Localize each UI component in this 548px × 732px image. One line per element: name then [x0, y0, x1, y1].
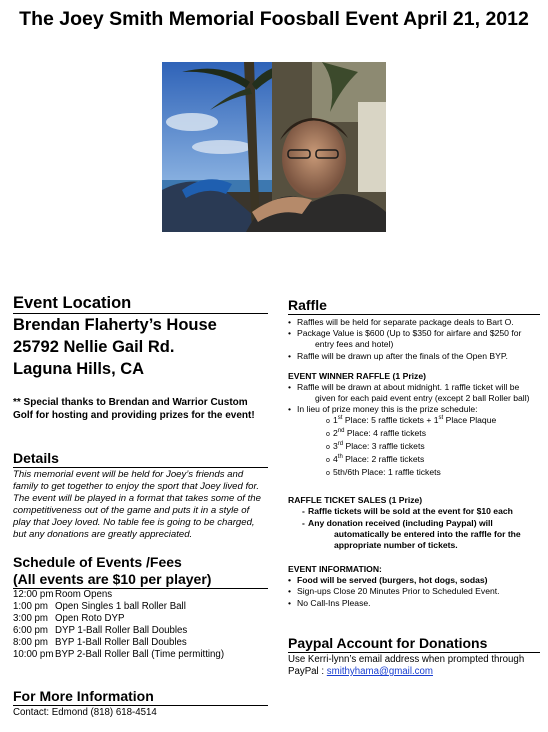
winner-raffle-bullet: • In lieu of prize money this is the prize schedule:: [288, 404, 540, 415]
prize-item: o 2nd Place: 4 raffle tickets: [288, 428, 540, 441]
more-info-heading: For More Information: [13, 688, 268, 706]
ticket-sales-line-cont: automatically be entered into the raffle for the: [334, 528, 521, 539]
details-text: This memorial event will be held for Joey’s friends and family to get together to enjoy the sport that Joey lived for. The event will be played in a format that takes some of the competitiveness out of the game and puts it in a style of play that Joey loved. No table fee is going to be charged, but any donations are greatly appreciated.: [13, 469, 261, 540]
circle-bullet-icon: o: [326, 431, 330, 439]
ticket-sales-line: - Raffle tickets will be sold at the event for $10 each: [302, 506, 513, 517]
memorial-photo: [162, 62, 386, 232]
schedule-time: 1:00 pm: [13, 601, 49, 613]
event-info-bullet: • No Call-Ins Please.: [288, 598, 540, 609]
paypal-label: PayPal :: [288, 665, 327, 677]
address-line: Brendan Flaherty’s House: [13, 316, 217, 334]
prize-schedule: [288, 415, 540, 479]
paypal-email-line: [288, 666, 540, 678]
left-column: [13, 294, 268, 719]
ticket-sales-heading: RAFFLE TICKET SALES (1 Prize): [288, 495, 423, 506]
address-line: Laguna Hills, CA: [13, 360, 145, 378]
schedule-event: BYP 2-Ball Roller Ball (Time permitting): [55, 649, 225, 661]
winner-raffle-bullet: [288, 382, 540, 404]
schedule-row: [13, 601, 268, 613]
prize-item: o 3rd Place: 3 raffle tickets: [288, 441, 540, 454]
paypal-heading: Paypal Account for Donations: [288, 635, 540, 653]
schedule-time: 8:00 pm: [13, 637, 49, 649]
event-info-list: [288, 575, 540, 609]
schedule-event: Open Singles 1 ball Roller Ball: [55, 601, 186, 613]
winner-raffle-list: [288, 382, 540, 416]
raffle-bullet-text-cont: entry fees and hotel): [315, 339, 394, 350]
dash-bullet-icon: -: [302, 517, 305, 528]
schedule-fee-note: (All events are $10 per player): [13, 571, 268, 589]
details-heading: Details: [13, 450, 268, 468]
schedule-heading: Schedule of Events /Fees: [13, 554, 182, 570]
schedule-event: Open Roto DYP: [55, 613, 125, 625]
special-thanks: ** Special thanks to Brendan and Warrior Custom Golf for hosting and providing prizes for the event!: [13, 397, 255, 421]
raffle-bullet: • Raffle will be drawn up after the finals of the Open BYP.: [288, 351, 540, 362]
event-info-bullet: • Food will be served (burgers, hot dogs, sodas): [288, 575, 540, 586]
schedule-list: [13, 589, 268, 662]
ticket-sales-line-cont: appropriate number of tickets.: [334, 540, 458, 551]
raffle-bullet-text: Package Value is $600 (Up to $350 for airfare and $250 for: [297, 328, 522, 339]
schedule-row: [13, 589, 268, 601]
prize-item: o 1st Place: 5 raffle tickets + 1st Place Plaque: [288, 415, 540, 428]
raffle-list: [288, 317, 540, 362]
circle-bullet-icon: o: [326, 469, 330, 477]
winner-raffle-bullet-text: Raffle will be drawn at about midnight. 1 raffle ticket will be: [297, 381, 520, 392]
schedule-time: 12:00 pm: [13, 589, 54, 600]
paypal-instruction: Use Kerri-lynn’s email address when prompted through: [288, 653, 525, 665]
prize-item: o 4th Place: 2 raffle tickets: [288, 454, 540, 467]
schedule-time: 3:00 pm: [13, 613, 49, 625]
raffle-bullet: [288, 328, 540, 350]
right-column: [288, 297, 540, 678]
address-line: 25792 Nellie Gail Rd.: [13, 338, 175, 356]
schedule-row: [13, 649, 268, 661]
schedule-event: BYP 1-Ball Roller Ball Doubles: [55, 637, 187, 649]
prize-item: o 5th/6th Place: 1 raffle tickets: [288, 467, 540, 480]
event-info-heading: EVENT INFORMATION:: [288, 564, 382, 575]
circle-bullet-icon: o: [326, 456, 330, 464]
schedule-event: DYP 1-Ball Roller Ball Doubles: [55, 625, 188, 637]
contact-line: Contact: Edmond (818) 618-4514: [13, 706, 157, 718]
schedule-event: Room Opens: [55, 589, 113, 600]
ticket-sales-line: - Any donation received (including Paypal) will: [302, 517, 493, 528]
paypal-email-link[interactable]: smithyhama@gmail.com: [326, 665, 433, 677]
raffle-heading: Raffle: [288, 297, 540, 315]
event-location-heading: Event Location: [13, 294, 268, 314]
event-info-bullet: • Sign-ups Close 20 Minutes Prior to Scheduled Event.: [288, 586, 540, 597]
schedule-row: [13, 613, 268, 625]
schedule-time: 6:00 pm: [13, 625, 49, 637]
schedule-row: [13, 637, 268, 649]
schedule-row: [13, 625, 268, 637]
circle-bullet-icon: o: [326, 418, 330, 426]
winner-raffle-bullet-text-cont: given for each paid event entry (except 2 ball Roller ball): [315, 393, 530, 404]
circle-bullet-icon: o: [326, 444, 330, 452]
winner-raffle-heading: EVENT WINNER RAFFLE (1 Prize): [288, 370, 426, 381]
schedule-time: 10:00 pm: [13, 649, 54, 661]
raffle-bullet: • Raffles will be held for separate package deals to Bart O.: [288, 317, 540, 328]
dash-bullet-icon: -: [302, 506, 305, 517]
event-title: The Joey Smith Memorial Foosball Event April 21, 2012: [19, 8, 529, 30]
memorial-photo-image: [162, 62, 386, 232]
